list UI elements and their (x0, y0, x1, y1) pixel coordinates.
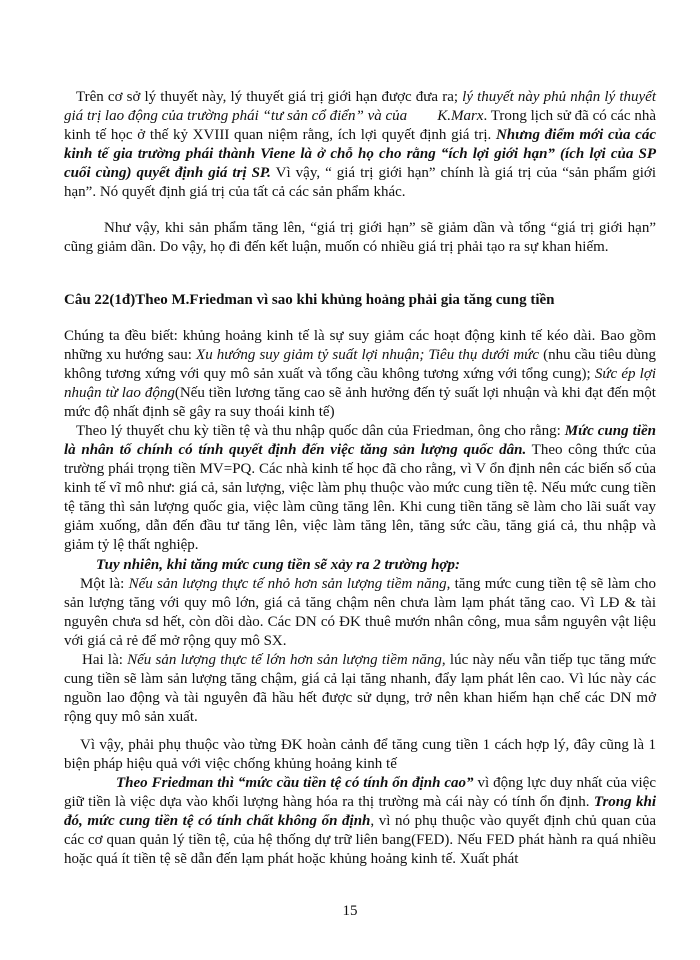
paragraph-scarcity-conclusion: Như vậy, khi sản phẩm tăng lên, “giá trị giới hạn” sẽ giảm dần và tổng “giá trị giới hạn” cũng giảm dần. Do vậy, họ đi đến kết luận, muốn có nhiều giá trị phải tạo ra sự khan hiếm. (64, 220, 656, 255)
paragraph-friedman-cycle-theory: Theo lý thuyết chu kỳ tiền tệ và thu nhập quốc dân của Friedman, ông cho rằng: Mức cung tiền là nhân tố chính có tính quyết định đến việc tăng sản lượng quốc dân. Theo công thức của trường phái trọng tiền MV=PQ. Các nhà kinh tế học đã cho rằng, vì V ổn định nên các biến số của kinh tế vĩ mô như: giá cả, sản lượng, việc làm phụ thuộc vào mức cung tiền tệ. Nếu mức cung tiền tệ tăng thì sản lượng quốc gia, việc làm cũng tăng lên. Khi cung tiền tăng sẽ làm cho lãi suất vay giảm xuống, dẫn đến đầu tư tăng lên, việc làm tăng lên, tăng sức cầu, tăng giá cả, thu nhập và giảm tỷ lệ thất nghiệp. (64, 423, 656, 553)
paragraph-conclusion: Vì vậy, phải phụ thuộc vào từng ĐK hoàn cảnh để tăng cung tiền 1 cách hợp lý, đây cũng là 1 biện pháp hiệu quả với việc chống khủng hoảng kinh tế (64, 737, 656, 772)
paragraph-case-one: Một là: Nếu sản lượng thực tế nhỏ hơn sản lượng tiềm năng, tăng mức cung tiền tệ sẽ làm cho sản lượng tăng với quy mô lớn, giá cả tăng chậm nên chưa làm lạm phát tăng cao. Vì LĐ & tài nguyên chưa sd hết, còn dồi dào. Các DN có ĐK thuê mướn nhân công, mua sắm nguyên vật liệu với giá cả rẻ để mở rộng quy mô SX. (64, 576, 656, 649)
paragraph-money-demand-stability: Theo Friedman thì “mức cầu tiền tệ có tính ổn định cao” vì động lực duy nhất của việc giữ tiền là việc dựa vào khối lượng hàng hóa ra thị trường mà cái này có tính ổn định. Trong khi đó, mức cung tiền tệ có tính chất không ổn định, vì nó phụ thuộc vào quyết định chủ quan của các cơ quan quản lý tiền tệ, của hệ thống dự trữ liên bang(FED). Nếu FED phát hành ra quá nhiều hoặc quá ít tiền tệ sẽ dẫn đến lạm phát hoặc khủng hoảng kinh tế. Xuất phát (64, 775, 656, 867)
paragraph-marginal-value-theory: Trên cơ sở lý thuyết này, lý thuyết giá trị giới hạn được đưa ra; lý thuyết này phủ nhận lý thuyết giá trị lao động của trường phái “tư sản cổ điển” và của K.Marx. Trong lịch sử đã có các nhà kinh tế học ở thế kỷ XVIII quan niệm rằng, ích lợi quyết định giá trị. Nhưng điểm mới của các kinh tế gia trường phái thành Viene là ở chỗ họ cho rằng “ích lợi giới hạn” (ích lợi của SP cuối cùng) quyết định giá trị SP. Vì vậy, “ giá trị giới hạn” chính là giá trị của “sản phẩm giới hạn”. Nó quyết định giá trị của tất cả các sản phẩm khác. (64, 89, 657, 200)
page-number: 15 (342, 903, 358, 919)
paragraph-crisis-definition: Chúng ta đều biết: khủng hoảng kinh tế là sự suy giảm các hoạt động kinh tế kéo dài. Bao gồm những xu hướng sau: Xu hướng suy giảm tỷ suất lợi nhuận; Tiêu thụ dưới mức (nhu cầu tiêu dùng không tương xứng với quy mô sản xuất và tổng cầu không tương xứng với tổng cung); Sức ép lợi nhuận từ lao động(Nếu tiền lương tăng cao sẽ ảnh hưởng đến tỷ suất lợi nhuận và khi đạt đến một mức độ nhất định sẽ gây ra suy thoái kinh tế) (64, 328, 656, 420)
question-heading: Câu 22(1đ)Theo M.Friedman vì sao khi khủng hoảng phải gia tăng cung tiền (64, 292, 555, 308)
paragraph-two-cases-intro: Tuy nhiên, khi tăng mức cung tiền sẽ xảy ra 2 trường hợp: (96, 557, 460, 573)
paragraph-case-two: Hai là: Nếu sản lượng thực tế lớn hơn sản lượng tiềm năng, lúc này nếu vẫn tiếp tục tăng mức cung tiền sẽ làm sản lượng tăng chậm, giá cả lại tăng nhanh, đẩy lạm phát lên cao. Vì lúc này các nguồn lao động và tài nguyên đã hầu hết được sử dụng, trở nên khan hiếm hạn chế các DN mở rộng quy mô sản xuất. (64, 652, 656, 725)
